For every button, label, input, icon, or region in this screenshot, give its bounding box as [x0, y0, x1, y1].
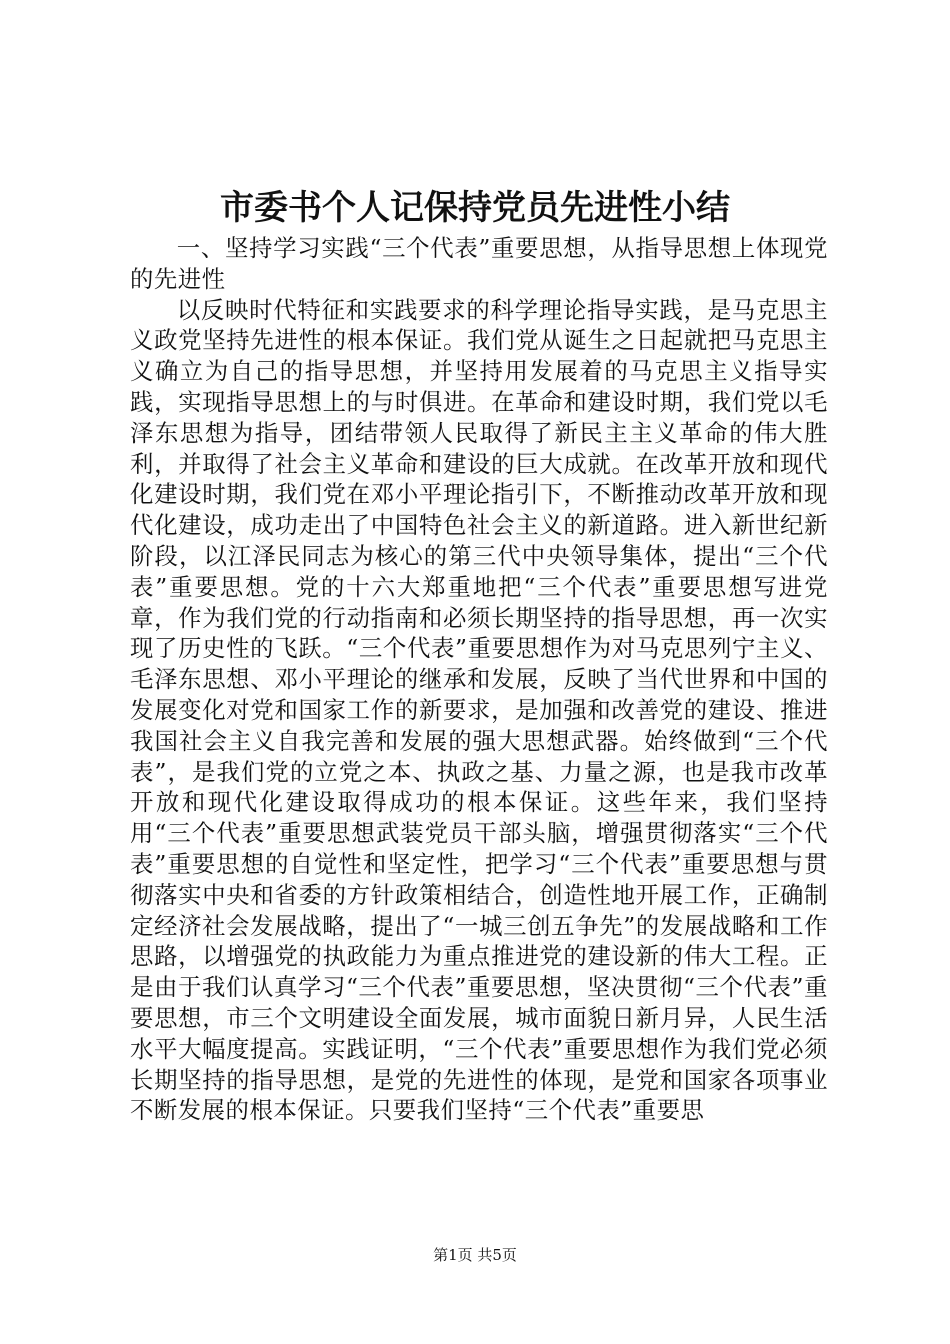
- document-body: [130, 233, 828, 1126]
- page-footer: 第1页 共5页: [433, 1246, 517, 1264]
- section-heading-paragraph: 一、坚持学习实践“三个代表”重要思想，从指导思想上体现党的先进性: [130, 234, 828, 293]
- document-title: 市委书个人记保持党员先进性小结: [220, 188, 730, 228]
- body-paragraph: 以反映时代特征和实践要求的科学理论指导实践，是马克思主义政党坚持先进性的根本保证。我们党从诞生之日起就把马克思主义确立为自己的指导思想，并坚持用发展着的马克思主义指导实践，实现指导思想上的与时俱进。在革命和建设时期，我们党以毛泽东思想为指导，团结带领人民取得了新民主主义革命的伟大胜利，并取得了社会主义革命和建设的巨大成就。在改革开放和现代化建设时期，我们党在邓小平理论指引下，不断推动改革开放和现代化建设，成功走出了中国特色社会主义的新道路。进入新世纪新阶段，以江泽民同志为核心的第三代中央领导集体，提出“三个代表”重要思想。党的十六大郑重地把“三个代表”重要思想写进党章，作为我们党的行动指南和必须长期坚持的指导思想，再一次实现了历史性的飞跃。“三个代表”重要思想作为对马克思列宁主义、毛泽东思想、邓小平理论的继承和发展，反映了当代世界和中国的发展变化对党和国家工作的新要求，是加强和改善党的建设、推进我国社会主义自我完善和发展的强大思想武器。始终做到“三个代表”，是我们党的立党之本、执政之基、力量之源，也是我市改革开放和现代化建设取得成功的根本保证。这些年来，我们坚持用“三个代表”重要思想武装党员干部头脑，增强贯彻落实“三个代表”重要思想的自觉性和坚定性，把学习“三个代表”重要思想与贯彻落实中央和省委的方针政策相结合，创造性地开展工作，正确制定经济社会发展战略，提出了“一城三创五争先”的发展战略和工作思路，以增强党的执政能力为重点推进党的建设新的伟大工程。正是由于我们认真学习“三个代表”重要思想，坚决贯彻“三个代表”重要思想，市三个文明建设全面发展，城市面貌日新月异，人民生活水平大幅度提高。实践证明，“三个代表”重要思想作为我们党必须长期坚持的指导思想，是党的先进性的体现，是党和国家各项事业不断发展的根本保证。只要我们坚持“三个代表”重要思: [130, 295, 828, 1125]
